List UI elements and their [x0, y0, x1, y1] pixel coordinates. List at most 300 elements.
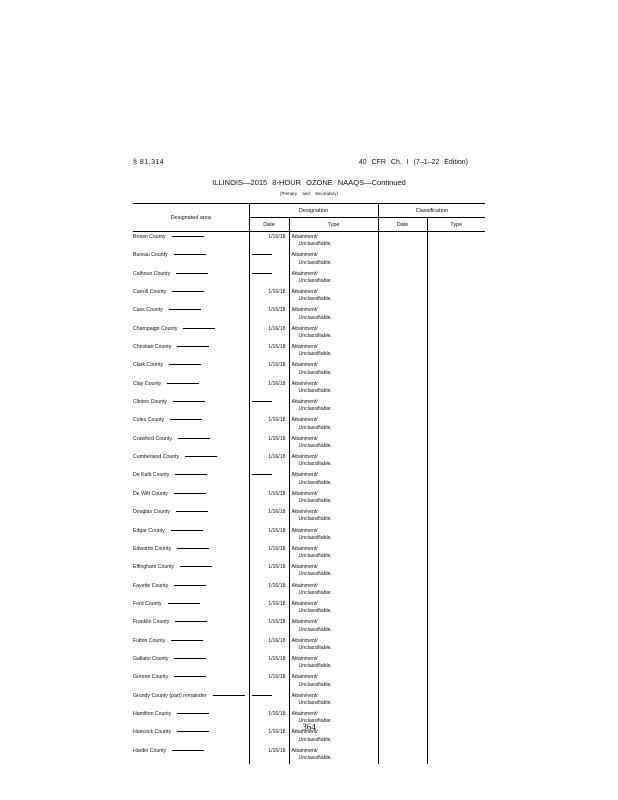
- designated-area-cell: [133, 562, 249, 580]
- designation-type-cell: [289, 269, 378, 287]
- designation-type-line1: Attainment/: [291, 509, 318, 516]
- designation-type-line2: Unclassifiable.: [298, 608, 332, 615]
- classification-type-cell: [427, 654, 485, 672]
- designation-date: 1/16/18: [268, 344, 286, 351]
- designated-area: Champaign County: [133, 325, 178, 332]
- classification-date-cell: [378, 342, 427, 360]
- designated-area-cell: [133, 507, 249, 525]
- designation-type-line2: Unclassifiable.: [298, 718, 332, 725]
- designation-date: 1/16/18: [268, 637, 286, 644]
- designation-type-line2: Unclassifiable.: [298, 333, 332, 339]
- designation-type-line2: Unclassifiable.: [298, 479, 332, 486]
- classification-type-cell: [427, 360, 485, 378]
- designation-date-cell: [249, 232, 289, 251]
- designated-area: Clark County: [133, 362, 163, 369]
- designation-type-cell: [289, 672, 378, 690]
- classification-type-cell: [427, 415, 485, 433]
- designation-type-line1: Attainment/: [291, 747, 318, 754]
- designation-date-cell: [249, 397, 289, 415]
- classification-date-cell: [378, 672, 427, 690]
- designated-area: Douglas County: [133, 509, 170, 516]
- table-row: [133, 269, 485, 287]
- blank-date-rule: [252, 254, 272, 255]
- designation-type-cell: [289, 305, 378, 323]
- leader-rule: [177, 713, 209, 714]
- leader-rule: [171, 640, 203, 641]
- designation-type-line1: Attainment/: [291, 600, 318, 607]
- designation-type-cell: [289, 654, 378, 672]
- table-row: [133, 452, 485, 470]
- designation-date-cell: [249, 360, 289, 378]
- header-designation: Designation: [249, 204, 378, 218]
- leader-rule: [177, 346, 209, 347]
- designation-type-line1: Attainment/: [291, 344, 318, 351]
- classification-date-cell: [378, 617, 427, 635]
- leader-rule: [175, 474, 207, 475]
- designation-date-cell: [249, 599, 289, 617]
- designation-type-line1: Attainment/: [291, 454, 318, 461]
- designation-date-cell: [249, 415, 289, 433]
- designation-type-cell: [289, 691, 378, 709]
- table-row: [133, 599, 485, 617]
- designated-area: Gallatin County: [133, 655, 169, 662]
- classification-date-cell: [378, 434, 427, 452]
- designation-type-line1: Attainment/: [291, 380, 318, 387]
- classification-date-cell: [378, 269, 427, 287]
- designated-area: Crawford County: [133, 435, 172, 442]
- leader-rule: [176, 273, 208, 274]
- designation-date-cell: [249, 691, 289, 709]
- designation-date: 1/16/18: [268, 362, 286, 369]
- classification-date-cell: [378, 415, 427, 433]
- classification-type-cell: [427, 581, 485, 599]
- designation-date: 1/16/18: [268, 564, 286, 571]
- designation-type-line1: Attainment/: [291, 362, 318, 369]
- designation-type-line2: Unclassifiable.: [298, 498, 332, 505]
- designation-type-line1: Attainment/: [291, 527, 318, 534]
- designated-area-cell: [133, 691, 249, 709]
- leader-rule: [174, 493, 206, 494]
- designated-area: Cumberland County: [133, 454, 180, 461]
- designation-type-cell: [289, 360, 378, 378]
- designation-type-cell: [289, 562, 378, 580]
- classification-date-cell: [378, 544, 427, 562]
- designation-type-line1: Attainment/: [291, 270, 318, 277]
- designated-area-cell: [133, 379, 249, 397]
- table-row: [133, 470, 485, 488]
- classification-date-cell: [378, 599, 427, 617]
- designation-type-line2: Unclassifiable.: [298, 534, 332, 541]
- designated-area: Calhoun County: [133, 270, 171, 277]
- classification-type-cell: [427, 470, 485, 488]
- classification-date-cell: [378, 324, 427, 342]
- leader-rule: [176, 511, 208, 512]
- designation-type-cell: [289, 544, 378, 562]
- leader-rule: [174, 658, 206, 659]
- designated-area-cell: [133, 250, 249, 268]
- designation-type-line1: Attainment/: [291, 307, 318, 314]
- classification-type-cell: [427, 434, 485, 452]
- designation-type-cell: [289, 250, 378, 268]
- designation-type-line1: Attainment/: [291, 692, 318, 699]
- designation-date: 1/16/18: [268, 527, 286, 534]
- table-row: [133, 250, 485, 268]
- designation-date: 1/16/18: [268, 417, 286, 424]
- designation-type-line1: Attainment/: [291, 289, 318, 296]
- designation-type-cell: [289, 397, 378, 415]
- classification-date-cell: [378, 287, 427, 305]
- designated-area-cell: [133, 434, 249, 452]
- designation-type-line2: Unclassifiable.: [298, 663, 332, 670]
- leader-rule: [174, 676, 206, 677]
- header-designated-area: Designated area: [133, 204, 249, 232]
- designation-type-cell: [289, 379, 378, 397]
- designation-date-cell: [249, 269, 289, 287]
- designation-type-line2: Unclassifiable.: [298, 516, 332, 523]
- designation-type-cell: [289, 636, 378, 654]
- designated-area: Cass County: [133, 307, 163, 314]
- designated-area: Hancock County: [133, 729, 172, 736]
- designation-type-line2: Unclassifiable.: [298, 277, 332, 284]
- leader-rule: [213, 695, 245, 696]
- designation-type-line1: Attainment/: [291, 637, 318, 644]
- designation-date-cell: [249, 562, 289, 580]
- designated-area-cell: [133, 526, 249, 544]
- table-row: [133, 672, 485, 690]
- classification-date-cell: [378, 581, 427, 599]
- designation-date-cell: [249, 636, 289, 654]
- designation-date-cell: [249, 544, 289, 562]
- leader-rule: [170, 419, 202, 420]
- classification-type-cell: [427, 489, 485, 507]
- classification-type-cell: [427, 379, 485, 397]
- designation-type-cell: [289, 324, 378, 342]
- classification-date-cell: [378, 691, 427, 709]
- table-row: [133, 507, 485, 525]
- classification-date-cell: [378, 360, 427, 378]
- table-row: [133, 379, 485, 397]
- designation-date: 1/16/18: [268, 307, 286, 314]
- leader-rule: [174, 585, 206, 586]
- designated-area: Fayette County: [133, 582, 169, 589]
- classification-type-cell: [427, 287, 485, 305]
- header-classification: Classification: [378, 204, 485, 218]
- designation-date-cell: [249, 746, 289, 764]
- table-row: [133, 617, 485, 635]
- leader-rule: [178, 438, 210, 439]
- classification-type-cell: [427, 691, 485, 709]
- leader-rule: [185, 456, 217, 457]
- table-row: [133, 562, 485, 580]
- classification-type-cell: [427, 324, 485, 342]
- leader-rule: [171, 530, 203, 531]
- designation-type-cell: [289, 415, 378, 433]
- designated-area: Clay County: [133, 380, 162, 387]
- designation-date-cell: [249, 507, 289, 525]
- designated-area: Grundy County (part) remainder: [133, 692, 207, 699]
- classification-type-cell: [427, 250, 485, 268]
- designation-date-cell: [249, 287, 289, 305]
- leader-rule: [183, 328, 215, 329]
- table-row: [133, 654, 485, 672]
- designation-type-line2: Unclassifiable.: [298, 296, 332, 303]
- designated-area: Ford County: [133, 600, 162, 607]
- designation-type-line1: Attainment/: [291, 729, 318, 736]
- designated-area: Bureau County: [133, 252, 168, 259]
- designation-type-line1: Attainment/: [291, 619, 318, 626]
- classification-type-cell: [427, 526, 485, 544]
- designation-type-line2: Unclassifiable.: [298, 443, 332, 450]
- designation-type-line1: Attainment/: [291, 545, 318, 552]
- leader-rule: [172, 291, 204, 292]
- designation-type-line2: Unclassifiable.: [298, 626, 332, 633]
- designation-type-cell: [289, 232, 378, 251]
- designated-area: Brown County: [133, 234, 166, 240]
- designation-type-line1: Attainment/: [291, 234, 318, 240]
- designation-date: 1/16/18: [268, 454, 286, 461]
- classification-date-cell: [378, 470, 427, 488]
- designation-type-cell: [289, 489, 378, 507]
- designation-date: 1/16/18: [268, 582, 286, 589]
- designated-area-cell: [133, 415, 249, 433]
- classification-type-cell: [427, 397, 485, 415]
- designation-type-line1: Attainment/: [291, 472, 318, 479]
- classification-type-cell: [427, 452, 485, 470]
- table-title: ILLINOIS—2015 8-HOUR OZONE NAAQS—Continued: [212, 178, 406, 187]
- classification-date-cell: [378, 636, 427, 654]
- designation-date: 1/16/18: [268, 747, 286, 754]
- page-number: 364: [302, 722, 316, 732]
- classification-type-cell: [427, 305, 485, 323]
- table-row: [133, 526, 485, 544]
- designation-type-line2: Unclassifiable.: [298, 699, 332, 706]
- designation-type-cell: [289, 342, 378, 360]
- table-row: [133, 489, 485, 507]
- table-row: [133, 746, 485, 764]
- table-row: [133, 691, 485, 709]
- classification-date-cell: [378, 452, 427, 470]
- table-body: [133, 232, 485, 764]
- designation-type-line1: Attainment/: [291, 417, 318, 424]
- designated-area: De Witt County: [133, 490, 168, 497]
- designated-area: Hardin County: [133, 747, 167, 754]
- designated-area-cell: [133, 489, 249, 507]
- classification-type-cell: [427, 746, 485, 764]
- classification-type-cell: [427, 269, 485, 287]
- designation-type-cell: [289, 507, 378, 525]
- leader-rule: [174, 254, 206, 255]
- designated-area-cell: [133, 581, 249, 599]
- classification-type-cell: [427, 599, 485, 617]
- blank-date-rule: [252, 273, 272, 274]
- leader-rule: [172, 236, 204, 237]
- classification-date-cell: [378, 562, 427, 580]
- designation-type-line2: Unclassifiable.: [298, 681, 332, 688]
- leader-rule: [175, 621, 207, 622]
- designation-type-cell: [289, 599, 378, 617]
- designation-type-line2: Unclassifiable.: [298, 406, 332, 413]
- designation-type-line2: Unclassifiable.: [298, 351, 332, 358]
- designated-area: Edwards County: [133, 545, 172, 552]
- designated-area-cell: [133, 324, 249, 342]
- designated-area-cell: [133, 617, 249, 635]
- table-row: [133, 324, 485, 342]
- designated-area-cell: [133, 342, 249, 360]
- designated-area: Carroll County: [133, 289, 167, 296]
- designation-type-line2: Unclassifiable.: [298, 314, 332, 321]
- blank-date-rule: [252, 401, 272, 402]
- classification-type-cell: [427, 672, 485, 690]
- designated-area: Effingham County: [133, 564, 175, 571]
- designation-date-cell: [249, 526, 289, 544]
- designation-date: 1/16/18: [268, 435, 286, 442]
- designated-area: Coles County: [133, 417, 165, 424]
- designated-area: Clinton County: [133, 399, 168, 406]
- leader-rule: [173, 401, 205, 402]
- designation-date: 1/16/18: [268, 600, 286, 607]
- designated-area-cell: [133, 544, 249, 562]
- designation-date: 1/16/18: [268, 380, 286, 387]
- designated-area-cell: [133, 232, 249, 251]
- designation-type-cell: [289, 617, 378, 635]
- section-number: § 81.314: [133, 159, 165, 166]
- classification-type-cell: [427, 232, 485, 251]
- classification-date-cell: [378, 397, 427, 415]
- designation-date-cell: [249, 581, 289, 599]
- designation-date: 1/16/18: [268, 674, 286, 681]
- designated-area: Edgar County: [133, 527, 165, 534]
- designation-date: 1/16/18: [268, 710, 286, 717]
- designated-area-cell: [133, 360, 249, 378]
- designation-type-cell: [289, 470, 378, 488]
- designation-type-line2: Unclassifiable.: [298, 553, 332, 560]
- designation-type-cell: [289, 526, 378, 544]
- designation-date: 1/16/18: [268, 325, 286, 332]
- designated-area-cell: [133, 470, 249, 488]
- table-row: [133, 360, 485, 378]
- table-row: [133, 434, 485, 452]
- table-row: [133, 232, 485, 251]
- designation-date: 1/16/18: [268, 655, 286, 662]
- designation-type-cell: [289, 746, 378, 764]
- designation-date-cell: [249, 305, 289, 323]
- classification-date-cell: [378, 305, 427, 323]
- designated-area: Greene County: [133, 674, 169, 681]
- designation-type-line2: Unclassifiable.: [298, 736, 332, 743]
- classification-type-cell: [427, 544, 485, 562]
- classification-type-cell: [427, 636, 485, 654]
- designation-date: 1/16/18: [268, 289, 286, 296]
- table-row: [133, 397, 485, 415]
- running-head: 40 CFR Ch. I (7–1–22 Edition): [358, 159, 468, 166]
- designation-type-line2: Unclassifiable.: [298, 644, 332, 651]
- designation-date: 1/16/18: [268, 619, 286, 626]
- designated-area: Christian County: [133, 344, 172, 351]
- designation-type-cell: [289, 287, 378, 305]
- designation-type-line2: Unclassifiable.: [298, 259, 332, 266]
- table-row: [133, 581, 485, 599]
- designation-date-cell: [249, 434, 289, 452]
- designation-type-cell: [289, 581, 378, 599]
- classification-type-cell: [427, 562, 485, 580]
- designation-date-cell: [249, 250, 289, 268]
- leader-rule: [177, 548, 209, 549]
- designation-date-cell: [249, 672, 289, 690]
- table-row: [133, 305, 485, 323]
- designation-type-line1: Attainment/: [291, 399, 318, 406]
- designated-area-cell: [133, 397, 249, 415]
- designation-type-line2: Unclassifiable.: [298, 424, 332, 431]
- designated-area-cell: [133, 269, 249, 287]
- designated-area: Fulton County: [133, 637, 166, 644]
- designation-date-cell: [249, 452, 289, 470]
- table-row: [133, 342, 485, 360]
- designation-type-line2: Unclassifiable.: [298, 388, 332, 395]
- designation-date: 1/16/18: [268, 490, 286, 497]
- designation-type-line2: Unclassifiable.: [298, 461, 332, 468]
- designation-date-cell: [249, 489, 289, 507]
- classification-date-cell: [378, 489, 427, 507]
- designation-table: [133, 203, 485, 764]
- designation-date: 1/16/18: [268, 729, 286, 736]
- designation-date-cell: [249, 324, 289, 342]
- classification-date-cell: [378, 232, 427, 251]
- classification-date-cell: [378, 379, 427, 397]
- header-classification-date: Date: [378, 218, 427, 232]
- designation-type-line1: Attainment/: [291, 490, 318, 497]
- classification-date-cell: [378, 526, 427, 544]
- designated-area-cell: [133, 636, 249, 654]
- designation-type-line1: Attainment/: [291, 325, 318, 332]
- designation-date-cell: [249, 342, 289, 360]
- designation-type-line2: Unclassifiable.: [298, 241, 332, 248]
- leader-rule: [169, 309, 201, 310]
- designation-date: 1/16/18: [268, 545, 286, 552]
- classification-date-cell: [378, 250, 427, 268]
- designated-area-cell: [133, 599, 249, 617]
- classification-type-cell: [427, 342, 485, 360]
- designated-area: Hamilton County: [133, 710, 172, 717]
- classification-date-cell: [378, 746, 427, 764]
- designated-area-cell: [133, 672, 249, 690]
- designated-area-cell: [133, 305, 249, 323]
- classification-date-cell: [378, 654, 427, 672]
- leader-rule: [167, 383, 199, 384]
- designation-type-line1: Attainment/: [291, 655, 318, 662]
- leader-rule: [180, 566, 212, 567]
- designated-area: De Kalb County: [133, 472, 170, 479]
- designation-date: 1/16/18: [268, 509, 286, 516]
- blank-date-rule: [252, 474, 272, 475]
- designation-date: 1/16/18: [268, 234, 286, 240]
- leader-rule: [168, 603, 200, 604]
- leader-rule: [172, 750, 204, 751]
- designation-type-line2: Unclassifiable.: [298, 369, 332, 376]
- designation-type-line1: Attainment/: [291, 674, 318, 681]
- classification-type-cell: [427, 617, 485, 635]
- designation-date-cell: [249, 617, 289, 635]
- designation-type-line1: Attainment/: [291, 710, 318, 717]
- designated-area-cell: [133, 287, 249, 305]
- header-designation-date: Date: [249, 218, 289, 232]
- table-subtitle: [Primary and Secondary]: [280, 191, 338, 196]
- designation-date-cell: [249, 654, 289, 672]
- blank-date-rule: [252, 695, 272, 696]
- table-row: [133, 544, 485, 562]
- designated-area-cell: [133, 654, 249, 672]
- classification-date-cell: [378, 507, 427, 525]
- table-row: [133, 636, 485, 654]
